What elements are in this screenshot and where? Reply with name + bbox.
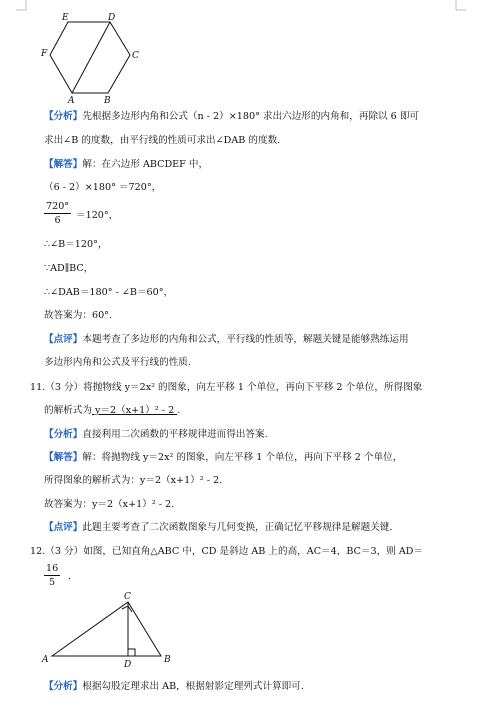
- q11-stem-line2: [44, 404, 180, 417]
- hex-label-F: F: [41, 49, 48, 59]
- q10-fraction: [44, 201, 71, 226]
- q11-solution-line2: 所得图象的解析式为：y＝2（x+1）² - 2.: [44, 475, 223, 486]
- q12-analysis-line1: [44, 680, 304, 693]
- q12-frac-den: 5: [49, 577, 56, 588]
- q10-frac-den: 6: [54, 215, 61, 226]
- q10-frac-num: 720°: [46, 201, 70, 212]
- tri-label-A: A: [42, 655, 49, 665]
- q11-comment-text-1: 此题主要考查了二次函数图象与几何变换，正确记忆平移规律是解题关键.: [82, 522, 393, 533]
- analysis-tag: 【分析】: [44, 111, 83, 122]
- q11-stem-post: .: [177, 405, 181, 416]
- analysis-tag: 【分析】: [44, 681, 83, 692]
- q11-solution-text-1: 解：将抛物线 y＝2x² 的图象，向左平移 1 个单位，再向下平移 2 个单位，: [82, 452, 403, 463]
- q11-analysis-line1: [44, 428, 268, 441]
- hex-label-E: E: [62, 13, 69, 23]
- triangle-figure: [52, 602, 161, 656]
- q11-answer: y＝2（x+1）² - 2: [91, 405, 178, 416]
- q10-solution-line6: 故答案为：60°.: [44, 310, 113, 321]
- q10-solution-line1: [44, 158, 208, 171]
- q10-solution-line5: ∴∠DAB＝180° - ∠B＝60°，: [44, 287, 174, 298]
- q12-stem-line1: 12.（3 分）如图，已知直角△ABC 中，CD 是斜边 AB 上的高，AC＝4，BC＝3，则 AD＝: [30, 546, 424, 557]
- q11-solution-line3: 故答案为：y＝2（x+1）² - 2.: [44, 499, 175, 510]
- q11-analysis-text-1: 直接利用二次函数的平移规律进而得出答案.: [82, 429, 268, 440]
- solution-tag: 【解答】: [44, 159, 83, 170]
- q10-frac-rest: ＝120°，: [76, 210, 119, 221]
- hex-label-A: A: [68, 96, 75, 106]
- q12-frac-rest: .: [68, 571, 72, 582]
- tri-label-C: C: [124, 592, 131, 602]
- q11-stem-pre: 的解析式为: [44, 405, 92, 416]
- q11-comment-line1: [44, 521, 392, 534]
- comment-tag: 【点评】: [44, 334, 83, 345]
- q10-solution-line4: ∵AD∥BC，: [44, 263, 94, 274]
- comment-tag: 【点评】: [44, 522, 83, 533]
- q12-analysis-text-1: 根据勾股定理求出 AB，根据射影定理列式计算即可.: [82, 681, 304, 692]
- hex-label-B: B: [104, 96, 111, 106]
- analysis-tag: 【分析】: [44, 429, 83, 440]
- q10-analysis-line1: [44, 110, 419, 123]
- q12-frac-num: 16: [46, 563, 59, 574]
- q10-comment-text-1: 本题考查了多边形的内角和公式，平行线的性质等，解题关键是能够熟练运用: [82, 334, 409, 345]
- tri-label-B: B: [164, 655, 171, 665]
- q10-analysis-text-1: 先根据多边形内角和公式（n - 2）×180° 求出六边形的内角和，再除以 6 即可: [82, 111, 420, 122]
- q10-solution-line3: ∴∠B＝120°，: [44, 239, 108, 250]
- q10-comment-line1: [44, 333, 409, 346]
- tri-label-D: D: [124, 660, 132, 670]
- q10-comment-line2: 多边形内角和公式及平行线的性质.: [44, 357, 191, 368]
- q10-solution-line2: （6 - 2）×180° ＝720°，: [44, 182, 162, 193]
- q11-solution-line1: [44, 451, 402, 464]
- solution-tag: 【解答】: [44, 452, 83, 463]
- q10-analysis-line2: 求出∠B 的度数，由平行线的性质可求出∠DAB 的度数.: [44, 135, 281, 146]
- q11-stem-line1: 11.（3 分）将抛物线 y＝2x² 的图象，向左平移 1 个单位，再向下平移 2 个单位，所得图象: [30, 382, 423, 393]
- hex-label-C: C: [132, 51, 139, 61]
- q10-solution-text-1: 解：在六边形 ABCDEF 中，: [82, 159, 209, 170]
- hex-label-D: D: [108, 13, 116, 23]
- q12-fraction: [44, 563, 60, 588]
